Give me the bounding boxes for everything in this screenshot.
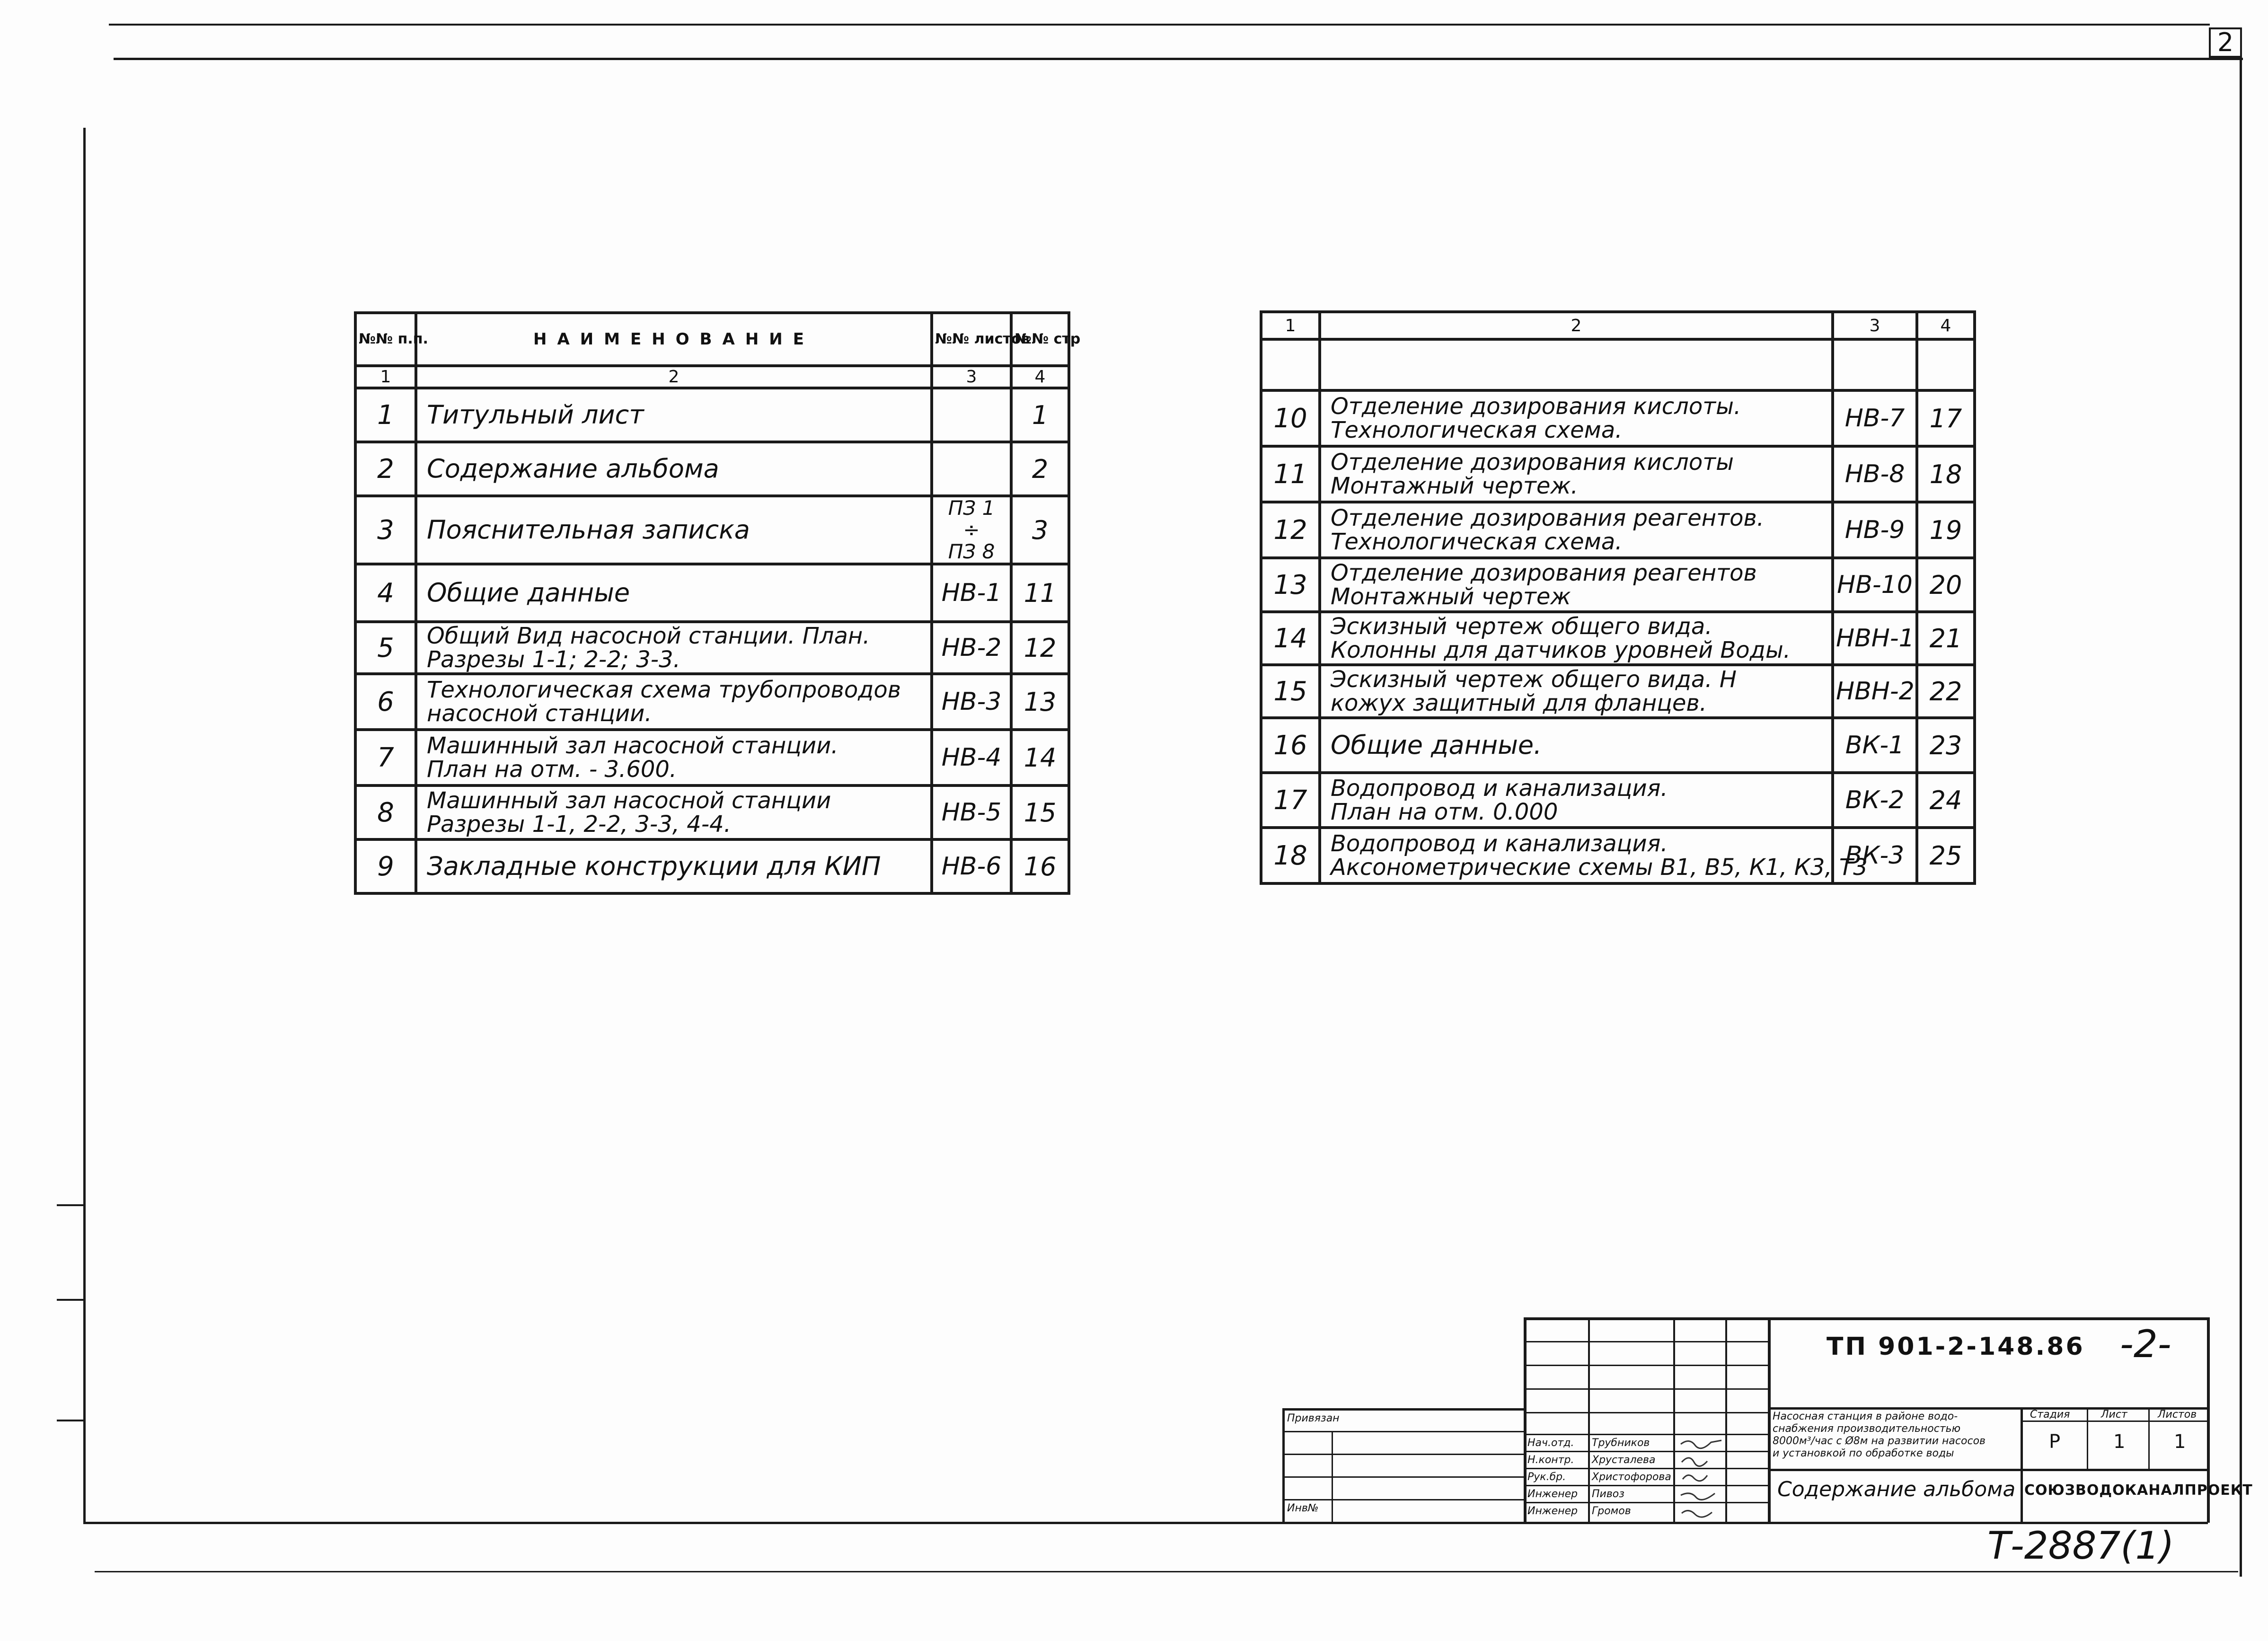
row-name-line2: План на отм. 0.000 xyxy=(1331,799,1558,825)
stamp-line xyxy=(1524,1388,1770,1390)
column-number: 3 xyxy=(932,366,1011,388)
stamp-line xyxy=(1725,1317,1727,1523)
row-number: 11 xyxy=(1261,446,1320,502)
table-header-row xyxy=(355,313,1069,366)
table-row xyxy=(1261,558,1975,612)
header-name: НАИМЕНОВАНИЕ xyxy=(416,313,932,366)
archive-number: Т-2887(1) xyxy=(1987,1524,2174,1568)
row-number: 4 xyxy=(355,564,416,622)
row-page: 14 xyxy=(1011,730,1069,785)
row-page: 22 xyxy=(1917,665,1975,718)
header-item-number: №№ п.п. xyxy=(355,313,416,366)
row-number: 13 xyxy=(1261,558,1320,612)
column-number-row xyxy=(355,366,1069,388)
project-desc-line: снабжения производительностью xyxy=(1773,1423,1961,1435)
stamp-line xyxy=(1282,1454,1527,1455)
row-sheet: НВ-6 xyxy=(932,839,1011,893)
row-number: 18 xyxy=(1261,828,1320,883)
row-number: 6 xyxy=(355,674,416,730)
row-number: 1 xyxy=(355,388,416,442)
sheet-range-divider: ÷ xyxy=(963,518,980,541)
table-row xyxy=(1261,502,1975,558)
row-sheet: НВ-8 xyxy=(1833,446,1917,502)
table-row xyxy=(1261,773,1975,828)
sheets-header: Листов xyxy=(2158,1409,2197,1420)
row-name xyxy=(1320,773,1833,828)
row-sheet: НВН-1 xyxy=(1833,612,1917,665)
column-number: 4 xyxy=(1917,312,1975,339)
row-sheet: НВ-2 xyxy=(932,622,1011,674)
privyazan-label: Привязан xyxy=(1287,1412,1340,1424)
blank-header-row xyxy=(1261,339,1975,390)
stamp-line xyxy=(1524,1341,1770,1342)
row-name-line1: Отделение дозирования кислоты. xyxy=(1331,393,1741,420)
contents-table-right xyxy=(1260,310,1976,885)
row-page: 18 xyxy=(1917,446,1975,502)
row-name-line2: Колонны для датчиков уровней Воды. xyxy=(1331,637,1791,663)
blank-cell xyxy=(1261,339,1320,390)
table-row xyxy=(1261,446,1975,502)
row-page: 19 xyxy=(1917,502,1975,558)
row-name: Содержание альбома xyxy=(416,442,932,496)
binding-mark-3 xyxy=(57,1420,85,1421)
role-name: Хрусталева xyxy=(1592,1454,1656,1466)
table-row xyxy=(1261,612,1975,665)
row-page: 12 xyxy=(1011,622,1069,674)
stamp-line xyxy=(1282,1499,1527,1500)
row-sheet: НВ-10 xyxy=(1833,558,1917,612)
row-page: 15 xyxy=(1011,785,1069,839)
row-name-line1: Отделение дозирования реагентов xyxy=(1331,560,1757,586)
project-desc-line: Насосная станция в районе водо- xyxy=(1773,1411,1958,1422)
table-row xyxy=(355,564,1069,622)
row-name xyxy=(416,622,932,674)
column-number: 1 xyxy=(355,366,416,388)
row-name xyxy=(416,730,932,785)
column-number: 1 xyxy=(1261,312,1320,339)
bottom-cut-line xyxy=(95,1571,2238,1572)
row-name xyxy=(416,674,932,730)
stamp-line xyxy=(2087,1407,2088,1469)
sheet-value: 1 xyxy=(2113,1431,2126,1453)
row-page: 16 xyxy=(1011,839,1069,893)
table-row xyxy=(1261,665,1975,718)
column-number: 2 xyxy=(1320,312,1833,339)
column-number: 2 xyxy=(416,366,932,388)
header-page-numbers: №№ стр xyxy=(1011,313,1069,366)
row-name-line1: Технологическая схема трубопроводов xyxy=(427,677,901,703)
row-page: 1 xyxy=(1011,388,1069,442)
row-number: 7 xyxy=(355,730,416,785)
row-page: 25 xyxy=(1917,828,1975,883)
role-label: Инженер xyxy=(1527,1488,1578,1500)
row-name-line2: Технологическая схема. xyxy=(1331,417,1623,443)
row-name-line2: кожух защитный для фланцев. xyxy=(1331,690,1707,716)
row-page: 21 xyxy=(1917,612,1975,665)
blank-cell xyxy=(1833,339,1917,390)
row-name-line1: Эскизный чертеж общего вида. Н xyxy=(1331,666,1737,693)
row-number: 15 xyxy=(1261,665,1320,718)
stamp-line xyxy=(1524,1317,2210,1320)
row-sheet: ВК-3 xyxy=(1833,828,1917,883)
row-name xyxy=(1320,665,1833,718)
stamp-line xyxy=(1524,1502,1770,1503)
row-name: Общие данные. xyxy=(1320,718,1833,773)
row-sheet: НВ-9 xyxy=(1833,502,1917,558)
organization: СОЮЗВОДОКАНАЛПРОЕКТ xyxy=(2024,1482,2253,1499)
table-row xyxy=(355,388,1069,442)
stamp-line xyxy=(1524,1451,1770,1452)
row-number: 17 xyxy=(1261,773,1320,828)
top-frame-line xyxy=(114,58,2243,60)
binding-mark-2 xyxy=(57,1299,85,1301)
contents-table-left xyxy=(354,311,1081,895)
row-number: 16 xyxy=(1261,718,1320,773)
stamp-line xyxy=(1524,1485,1770,1486)
stamp-line xyxy=(1524,1468,1770,1469)
row-sheet: ВК-1 xyxy=(1833,718,1917,773)
row-number: 2 xyxy=(355,442,416,496)
sheet-header: Лист xyxy=(2101,1409,2127,1420)
role-name: Трубников xyxy=(1592,1437,1650,1449)
project-desc-line: и установкой по обработке воды xyxy=(1773,1447,1954,1459)
row-name xyxy=(1320,446,1833,502)
stamp-line xyxy=(2148,1407,2150,1469)
binding-mark-1 xyxy=(57,1204,85,1206)
row-name-line1: Эскизный чертеж общего вида. xyxy=(1331,613,1712,640)
role-name: Христофорова xyxy=(1592,1471,1671,1483)
row-name-line2: Разрезы 1-1, 2-2, 3-3, 4-4. xyxy=(427,811,731,838)
row-sheet: НВ-4 xyxy=(932,730,1011,785)
stamp-line xyxy=(1673,1317,1675,1523)
stamp-line xyxy=(1282,1431,1527,1432)
stamp-line xyxy=(1524,1365,1770,1366)
row-name-line1: Машинный зал насосной станции xyxy=(427,787,831,814)
column-number-row xyxy=(1261,312,1975,339)
row-sheet-range xyxy=(932,496,1011,564)
role-label: Инженер xyxy=(1527,1505,1578,1517)
column-number: 3 xyxy=(1833,312,1917,339)
row-number: 12 xyxy=(1261,502,1320,558)
row-page: 3 xyxy=(1011,496,1069,564)
role-label: Рук.бр. xyxy=(1527,1471,1566,1483)
right-frame-line xyxy=(2240,58,2242,1577)
row-name-line2: Монтажный чертеж xyxy=(1331,583,1571,610)
stamp-line xyxy=(1588,1317,1590,1523)
stage-value: Р xyxy=(2049,1431,2061,1453)
stamp-line xyxy=(1524,1317,1527,1523)
row-sheet: НВ-3 xyxy=(932,674,1011,730)
stamp-line xyxy=(1524,1412,1770,1413)
row-sheet xyxy=(932,442,1011,496)
document-code: ТП 901-2-148.86 xyxy=(1827,1332,2085,1361)
inv-number-label: Инв№ xyxy=(1287,1502,1319,1514)
column-number: 4 xyxy=(1011,366,1069,388)
row-sheet: НВ-1 xyxy=(932,564,1011,622)
row-name: Общие данные xyxy=(416,564,932,622)
table-row xyxy=(355,730,1069,785)
sheet-range-start: ПЗ 1 xyxy=(948,496,995,520)
row-name-line2: Разрезы 1-1; 2-2; 3-3. xyxy=(427,646,680,673)
top-border-line xyxy=(109,24,2210,26)
row-page: 2 xyxy=(1011,442,1069,496)
role-label: Н.контр. xyxy=(1527,1454,1574,1466)
corner-sheet-number: 2 xyxy=(2209,27,2242,58)
left-frame-line xyxy=(83,128,86,1524)
document-title: Содержание альбома xyxy=(1777,1477,2016,1501)
table-row xyxy=(1261,390,1975,446)
row-page: 17 xyxy=(1917,390,1975,446)
header-sheet-numbers: №№ листов xyxy=(932,313,1011,366)
row-sheet: НВН-2 xyxy=(1833,665,1917,718)
row-number: 9 xyxy=(355,839,416,893)
row-page: 20 xyxy=(1917,558,1975,612)
stamp-line xyxy=(1768,1317,1771,1523)
stamp-line xyxy=(1524,1434,1770,1435)
table-row xyxy=(355,839,1069,893)
row-name xyxy=(416,785,932,839)
row-number: 8 xyxy=(355,785,416,839)
row-name-line1: Отделение дозирования кислоты xyxy=(1331,449,1734,476)
stamp-line xyxy=(1332,1431,1333,1523)
table-row xyxy=(1261,718,1975,773)
row-name-line1: Общий Вид насосной станции. План. xyxy=(427,623,870,649)
stamp-line xyxy=(1768,1469,2210,1471)
sheets-value: 1 xyxy=(2174,1431,2186,1453)
blank-cell xyxy=(1917,339,1975,390)
table-row xyxy=(355,496,1069,564)
table-row xyxy=(355,442,1069,496)
row-name-line2: Монтажный чертеж. xyxy=(1331,473,1578,499)
row-name xyxy=(1320,828,1868,883)
stamp-line xyxy=(1282,1408,1285,1523)
row-name xyxy=(1320,502,1833,558)
row-name-line1: Водопровод и канализация. xyxy=(1331,830,1668,857)
table-row xyxy=(355,622,1069,674)
row-name: Титульный лист xyxy=(416,388,932,442)
stage-header: Стадия xyxy=(2030,1409,2070,1420)
row-name xyxy=(1320,558,1833,612)
row-name-line1: Отделение дозирования реагентов. xyxy=(1331,505,1764,531)
row-sheet: НВ-7 xyxy=(1833,390,1917,446)
row-number: 10 xyxy=(1261,390,1320,446)
blank-cell xyxy=(1320,339,1833,390)
row-sheet xyxy=(932,388,1011,442)
table-row xyxy=(355,674,1069,730)
row-page: 23 xyxy=(1917,718,1975,773)
row-sheet: НВ-5 xyxy=(932,785,1011,839)
row-name-line1: Машинный зал насосной станции. xyxy=(427,732,838,759)
role-name: Пивоз xyxy=(1592,1488,1624,1500)
row-name xyxy=(1320,390,1833,446)
row-name-line2: Аксонометрические схемы В1, В5, К1, К3, Т3 xyxy=(1331,854,1868,881)
row-name xyxy=(1320,612,1833,665)
row-name-line1: Водопровод и канализация. xyxy=(1331,775,1668,802)
stamp-line xyxy=(1768,1407,2210,1410)
row-sheet: ВК-2 xyxy=(1833,773,1917,828)
role-name: Громов xyxy=(1592,1505,1631,1517)
stamp-line xyxy=(1282,1476,1527,1478)
row-page: 13 xyxy=(1011,674,1069,730)
sheet-range-end: ПЗ 8 xyxy=(948,540,995,563)
stamp-line xyxy=(1282,1408,1527,1411)
title-block xyxy=(1282,1317,2253,1523)
row-number: 5 xyxy=(355,622,416,674)
row-number: 3 xyxy=(355,496,416,564)
row-name: Пояснительная записка xyxy=(416,496,932,564)
sheet-mark: -2- xyxy=(2120,1322,2171,1366)
row-number: 14 xyxy=(1261,612,1320,665)
stamp-line xyxy=(2021,1407,2023,1523)
role-label: Нач.отд. xyxy=(1527,1437,1574,1449)
row-name-line2: Технологическая схема. xyxy=(1331,529,1623,555)
row-page: 11 xyxy=(1011,564,1069,622)
row-name-line2: насосной станции. xyxy=(427,700,652,727)
row-page: 24 xyxy=(1917,773,1975,828)
table-row xyxy=(355,785,1069,839)
row-name: Закладные конструкции для КИП xyxy=(416,839,932,893)
table-row xyxy=(1261,828,1975,883)
row-name-line2: План на отм. - 3.600. xyxy=(427,756,677,783)
signatures xyxy=(1678,1436,1723,1521)
project-desc-line: 8000м³/час с Ø8м на развитии насосов xyxy=(1773,1435,1986,1447)
